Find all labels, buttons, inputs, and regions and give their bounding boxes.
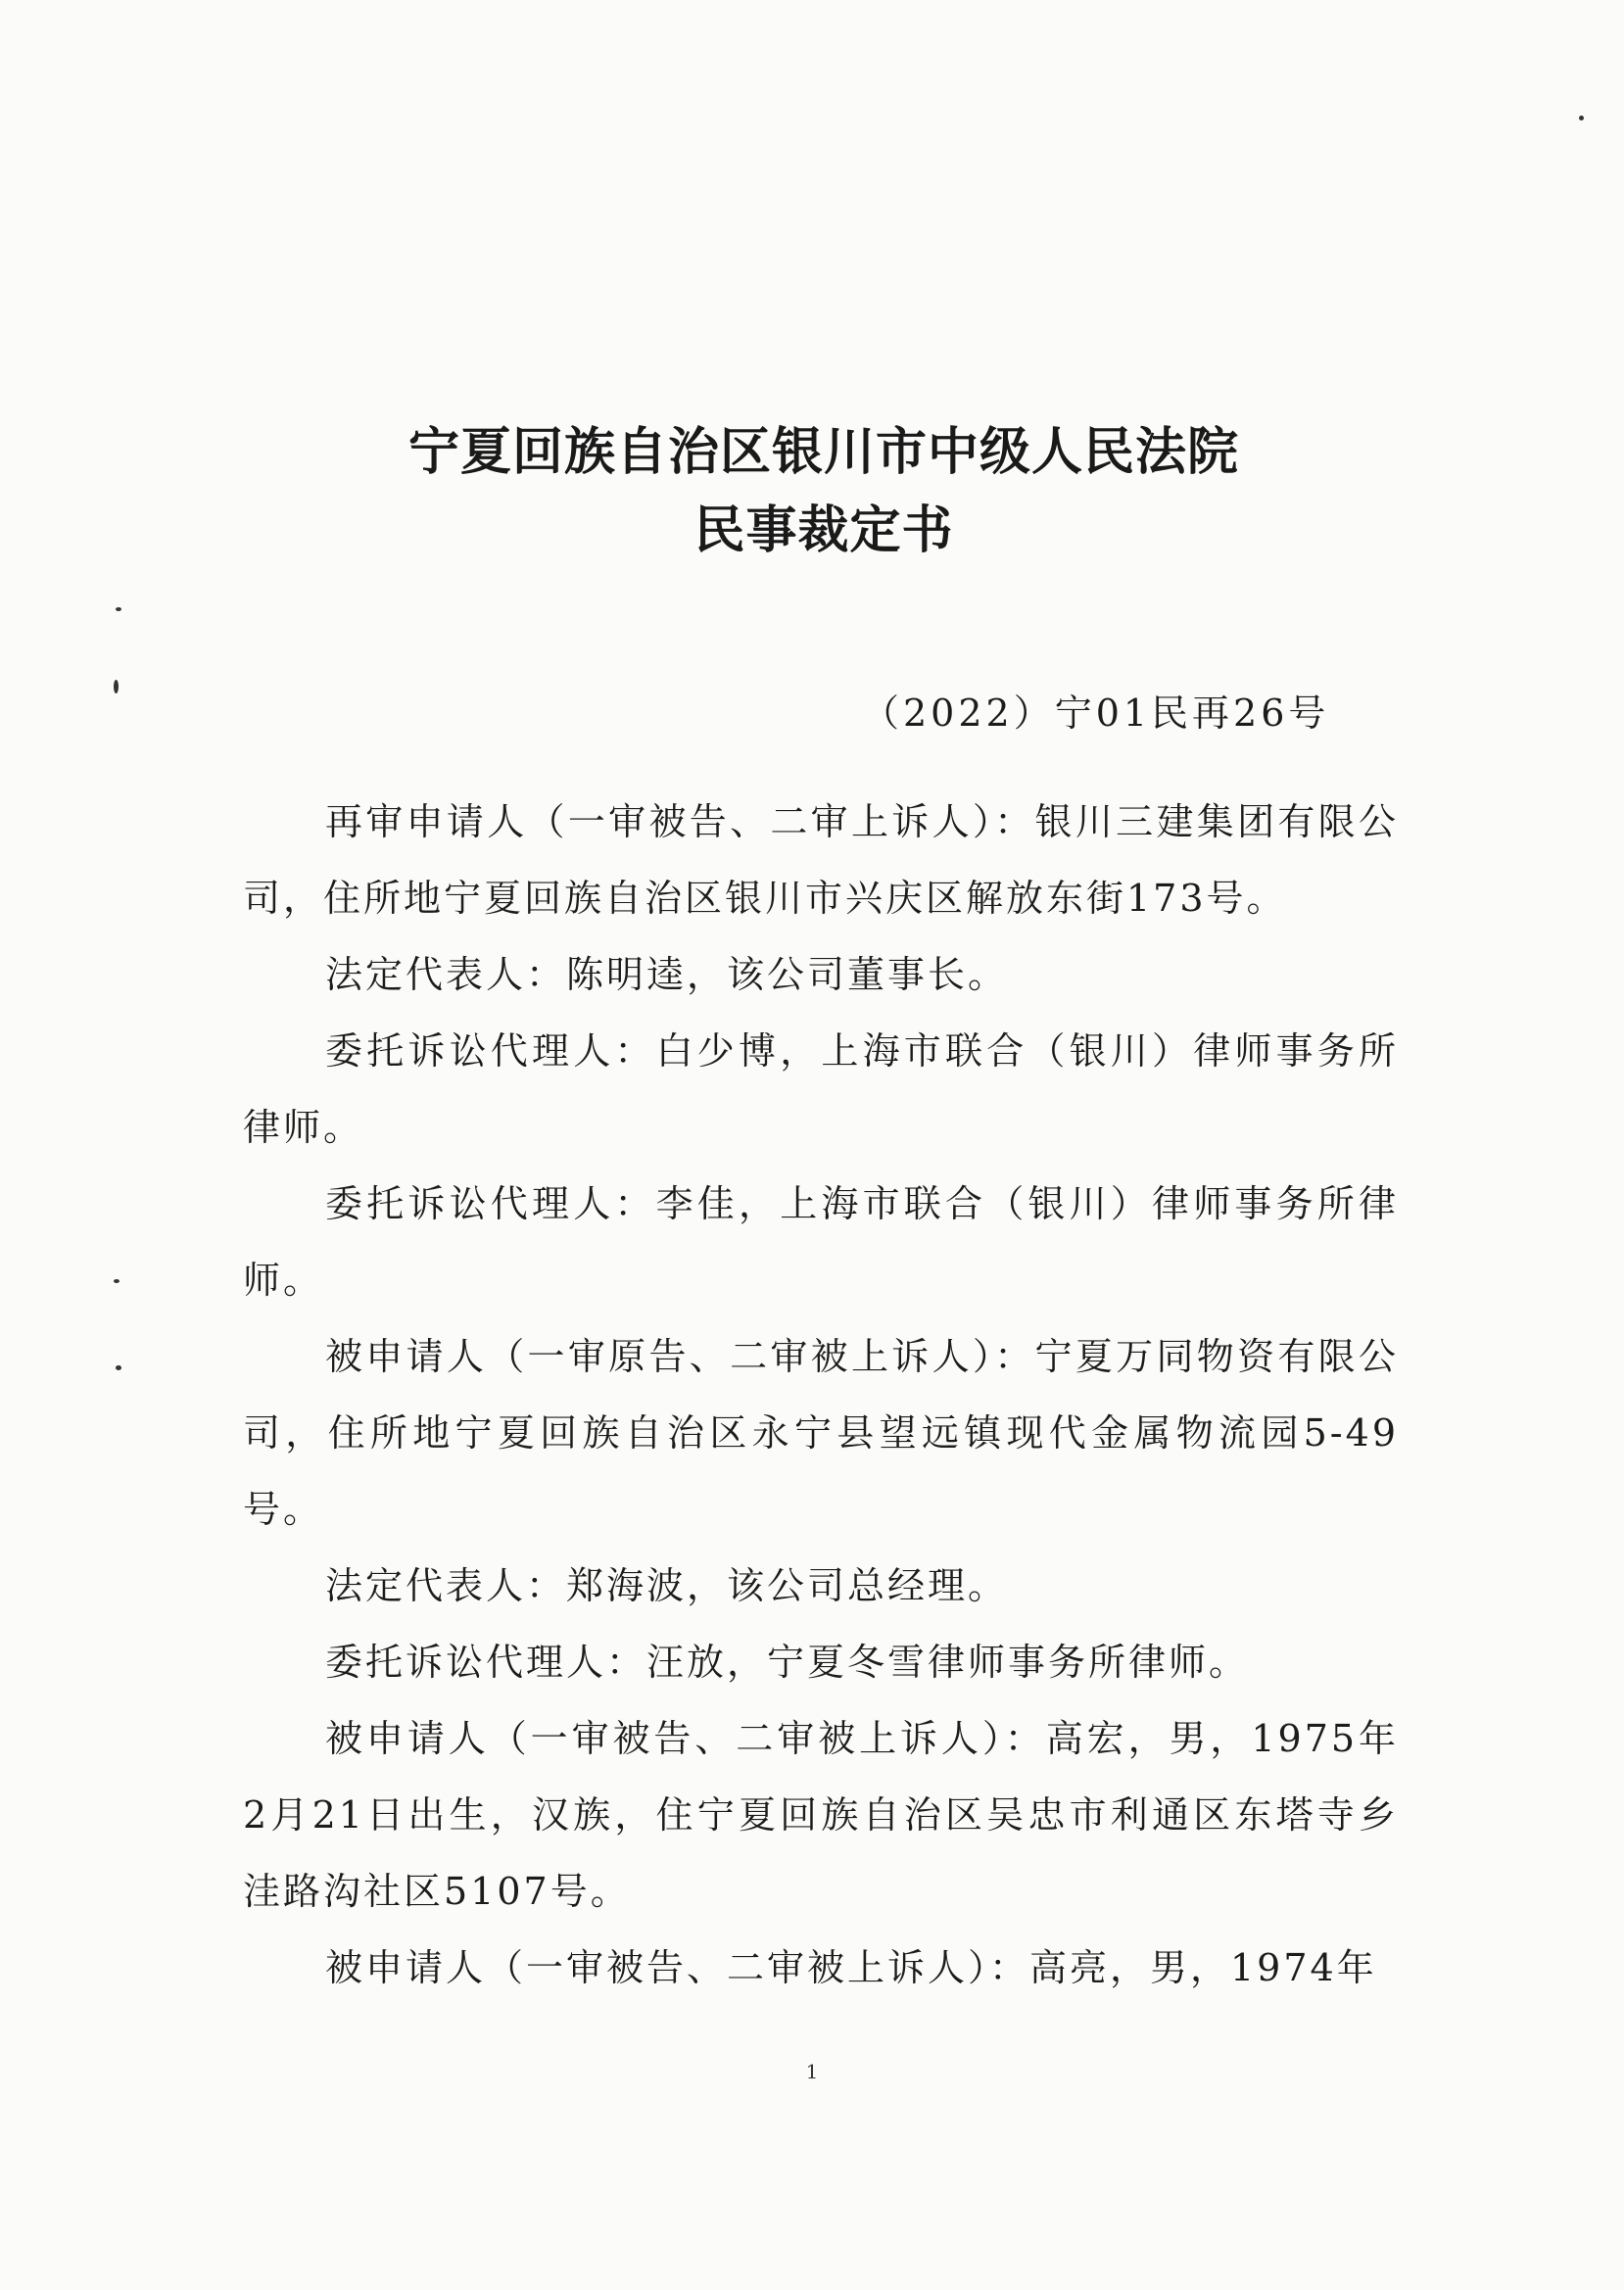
- document-body: [243, 784, 1399, 2006]
- page-number: 1: [805, 2060, 819, 2083]
- scan-speck: [114, 680, 119, 693]
- paragraph-applicant-agent-2: 委托诉讼代理人：李佳，上海市联合（银川）律师事务所律师。: [243, 1182, 1399, 1302]
- scan-speck: [116, 607, 121, 611]
- paragraph-applicant: 再审申请人（一审被告、二审上诉人）：银川三建集团有限公司，住所地宁夏回族自治区银川市兴庆区解放东街173号。: [243, 800, 1399, 920]
- paragraph-applicant-agent-1: 委托诉讼代理人：白少博，上海市联合（银川）律师事务所律师。: [243, 1029, 1399, 1149]
- paragraph-respondent-gao-hong: 被申请人（一审被告、二审被上诉人）：高宏，男，1975年2月21日出生，汉族，住宁夏回族自治区吴忠市利通区东塔寺乡洼路沟社区5107号。: [243, 1717, 1399, 1913]
- paragraph-respondent-gao-liang: 被申请人（一审被告、二审被上诉人）：高亮，男，1974年: [325, 1946, 1377, 1989]
- paragraph-respondent-agent: 委托诉讼代理人：汪放，宁夏冬雪律师事务所律师。: [325, 1641, 1250, 1684]
- paragraph-respondent-company: 被申请人（一审原告、二审被上诉人）：宁夏万同物资有限公司，住所地宁夏回族自治区永宁县望远镇现代金属物流园5-49号。: [243, 1335, 1399, 1531]
- scan-speck: [114, 1279, 119, 1283]
- court-name-title: 宁夏回族自治区银川市中级人民法院: [407, 423, 1239, 482]
- case-number: （2022）宁01民再26号: [862, 692, 1330, 735]
- paragraph-respondent-legal-rep: 法定代表人：郑海波，该公司总经理。: [325, 1564, 1009, 1607]
- scan-speck: [116, 1365, 121, 1370]
- scan-speck: [1579, 116, 1584, 120]
- paragraph-applicant-legal-rep: 法定代表人：陈明逵，该公司董事长。: [325, 953, 1009, 996]
- document-type-title: 民事裁定书: [693, 501, 954, 560]
